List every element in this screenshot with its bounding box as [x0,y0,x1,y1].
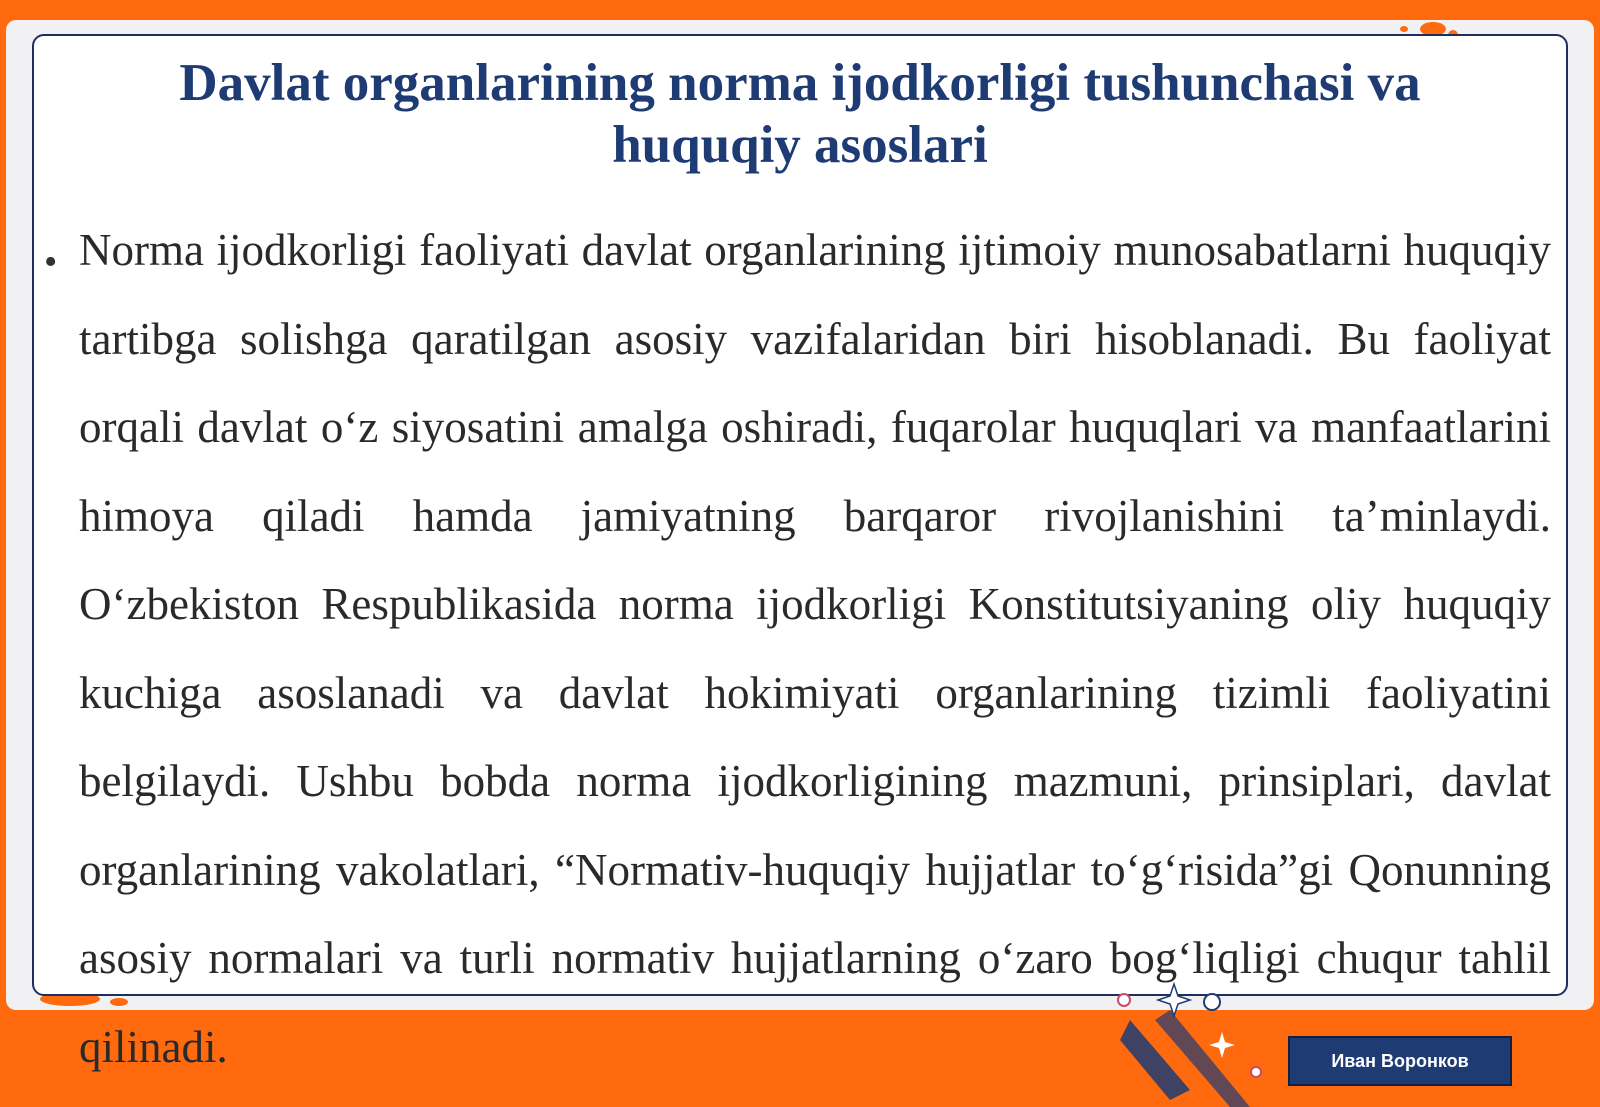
watermark-badge: Иван Воронков [1288,1036,1512,1086]
bullet-marker: • [44,241,58,283]
decorative-stars-icon [1110,980,1310,1107]
body-paragraph: Norma ijodkorligi faoliyati davlat organlarining ijtimoiy munosabatlarni huquqiy tartibga solishga qaratilgan asosiy vazifalaridan biri hisoblanadi. Bu faoliyat orqali davlat o‘z siyosatini amalga oshiradi, fuqarolar huquqlari va manfaatlarini himoya qiladi hamda jamiyatning barqaror rivojlanishini ta’minlaydi. O‘zbekiston Respublikasida norma ijodkorligi Konstitutsiyaning oliy huquqiy kuchiga asoslanadi va davlat hokimiyati organlarining tizimli faoliyatini belgilaydi. Ushbu bobda norma ijodkorligining mazmuni, prinsiplari, davlat organlarining vakolatlari, “Normativ-huquqiy hujjatlar to‘g‘risida”gi Qonunning asosiy normalari va turli normativ hujjatlarning o‘zaro bog‘liqligi chuqur tahlil qilinadi. [79,225,1551,1072]
slide-title: Davlat organlarining norma ijodkorligi tushunchasi va huquqiy asoslari [179,54,1421,174]
paint-splatter [1400,26,1408,32]
